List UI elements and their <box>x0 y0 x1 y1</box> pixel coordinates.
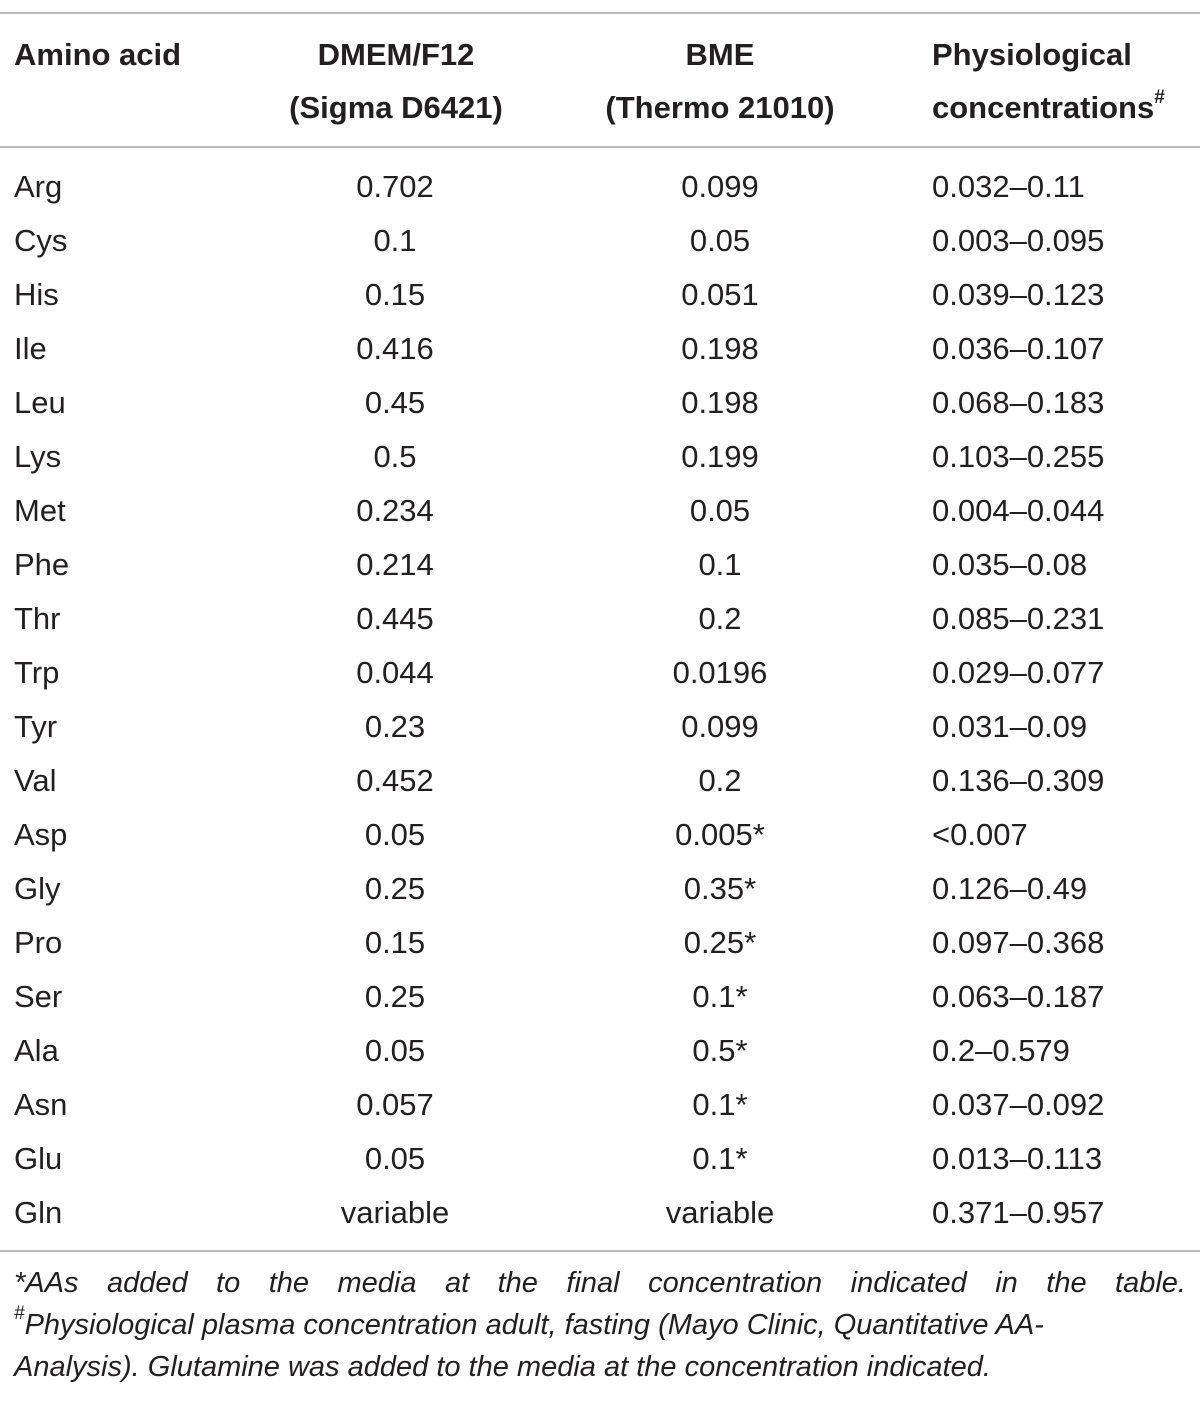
table-row <box>0 1132 1200 1186</box>
amino-acid-cell: Lys <box>14 439 62 474</box>
table-row <box>0 754 1200 808</box>
table-row <box>0 430 1200 484</box>
amino-acid-cell: Ile <box>14 331 47 366</box>
table-row <box>0 808 1200 862</box>
table-row <box>0 592 1200 646</box>
dmem-f12-cell: 0.416 <box>356 331 434 366</box>
physiological-cell: 0.2–0.579 <box>932 1033 1070 1068</box>
table-row <box>0 376 1200 430</box>
dmem-f12-cell: 0.702 <box>356 169 434 204</box>
header-amino-acid: Amino acid <box>14 37 182 72</box>
bme-cell: 0.199 <box>681 439 759 474</box>
physiological-cell: 0.126–0.49 <box>932 871 1088 906</box>
dmem-f12-cell: 0.45 <box>364 385 426 420</box>
physiological-cell: 0.063–0.187 <box>932 979 1105 1014</box>
amino-acid-cell: Pro <box>14 925 63 960</box>
bme-cell: 0.1* <box>692 979 748 1014</box>
physiological-cell: 0.013–0.113 <box>932 1141 1103 1176</box>
bme-cell: 0.099 <box>681 709 759 744</box>
table-row <box>0 214 1200 268</box>
amino-acid-cell: Leu <box>14 385 66 420</box>
bme-cell: 0.051 <box>681 277 759 312</box>
amino-acid-cell: His <box>14 277 59 312</box>
physiological-cell: 0.031–0.09 <box>932 709 1088 744</box>
dmem-f12-cell: 0.452 <box>356 763 434 798</box>
footnote-hash-mark: # <box>14 1303 25 1325</box>
amino-acid-cell: Cys <box>14 223 68 258</box>
table-body <box>0 160 1200 1240</box>
bme-cell: 0.25* <box>683 925 757 960</box>
physiological-cell: 0.032–0.11 <box>932 169 1085 204</box>
dmem-f12-cell: 0.445 <box>356 601 434 636</box>
bme-cell: 0.35* <box>683 871 757 906</box>
amino-acid-cell: Met <box>14 493 66 528</box>
amino-acid-cell: Tyr <box>14 709 58 744</box>
dmem-f12-cell: 0.1 <box>373 223 417 258</box>
bme-cell: variable <box>665 1195 775 1230</box>
bme-cell: 0.005* <box>675 817 765 852</box>
hash-footnote-mark: # <box>1154 86 1165 108</box>
table-row <box>0 484 1200 538</box>
amino-acid-cell: Gly <box>14 871 61 906</box>
physiological-cell: <0.007 <box>932 817 1028 852</box>
bme-cell: 0.099 <box>681 169 759 204</box>
physiological-cell: 0.097–0.368 <box>932 925 1105 960</box>
table-row <box>0 862 1200 916</box>
table-row <box>0 1078 1200 1132</box>
dmem-f12-cell: 0.214 <box>356 547 434 582</box>
physiological-cell: 0.029–0.077 <box>932 655 1105 690</box>
footnote-line-1: *AAs added to the media at the final concentration indicated in the table. <box>14 1267 1186 1299</box>
physiological-cell: 0.003–0.095 <box>932 223 1105 258</box>
amino-acid-cell: Glu <box>14 1141 63 1176</box>
dmem-f12-cell: 0.057 <box>356 1087 434 1122</box>
physiological-cell: 0.035–0.08 <box>932 547 1088 582</box>
table-row <box>0 538 1200 592</box>
table-row <box>0 916 1200 970</box>
amino-acid-cell: Val <box>14 763 57 798</box>
dmem-f12-cell: 0.23 <box>364 709 426 744</box>
amino-acid-cell: Asp <box>14 817 68 852</box>
dmem-f12-cell: variable <box>340 1195 450 1230</box>
physiological-cell: 0.039–0.123 <box>932 277 1105 312</box>
physiological-cell: 0.136–0.309 <box>932 763 1105 798</box>
amino-acid-cell: Phe <box>14 547 70 582</box>
bme-cell: 0.05 <box>689 493 751 528</box>
dmem-f12-cell: 0.234 <box>356 493 434 528</box>
physiological-cell: 0.037–0.092 <box>932 1087 1105 1122</box>
physiological-cell: 0.085–0.231 <box>932 601 1105 636</box>
bme-cell: 0.1 <box>698 547 742 582</box>
header-dmem-f12: DMEM/F12 (Sigma D6421) <box>289 37 503 125</box>
table-bottom-rule <box>0 1250 1200 1252</box>
bme-cell: 0.0196 <box>672 655 768 690</box>
amino-acid-cell: Ala <box>14 1033 59 1068</box>
table-row <box>0 970 1200 1024</box>
header-physiological-concentrations: Physiological concentrations# <box>932 37 1165 125</box>
table-row <box>0 1024 1200 1078</box>
amino-acid-cell: Thr <box>14 601 61 636</box>
table-row <box>0 1186 1200 1240</box>
bme-cell: 0.5* <box>692 1033 748 1068</box>
footnote-line-3: Analysis). Glutamine was added to the media at the concentration indicated. <box>14 1351 991 1383</box>
table-row <box>0 268 1200 322</box>
physiological-cell: 0.036–0.107 <box>932 331 1105 366</box>
amino-acid-cell: Asn <box>14 1087 68 1122</box>
bme-cell: 0.1* <box>692 1087 748 1122</box>
dmem-f12-cell: 0.25 <box>364 871 426 906</box>
dmem-f12-cell: 0.15 <box>364 277 426 312</box>
table-row <box>0 322 1200 376</box>
table-top-rule <box>0 12 1200 14</box>
bme-cell: 0.2 <box>698 601 742 636</box>
physiological-cell: 0.068–0.183 <box>932 385 1105 420</box>
dmem-f12-cell: 0.25 <box>364 979 426 1014</box>
dmem-f12-cell: 0.05 <box>364 1141 426 1176</box>
table-row <box>0 700 1200 754</box>
table-header <box>0 28 1200 138</box>
amino-acid-cell: Trp <box>14 655 60 690</box>
bme-cell: 0.05 <box>689 223 751 258</box>
dmem-f12-cell: 0.15 <box>364 925 426 960</box>
physiological-cell: 0.371–0.957 <box>932 1195 1105 1230</box>
amino-acid-cell: Arg <box>14 169 63 204</box>
physiological-cell: 0.004–0.044 <box>932 493 1105 528</box>
dmem-f12-cell: 0.044 <box>356 655 434 690</box>
bme-cell: 0.198 <box>681 331 759 366</box>
table-row <box>0 646 1200 700</box>
amino-acid-cell: Ser <box>14 979 63 1014</box>
dmem-f12-cell: 0.05 <box>364 817 426 852</box>
table-row <box>0 160 1200 214</box>
amino-acid-cell: Gln <box>14 1195 63 1230</box>
bme-cell: 0.2 <box>698 763 742 798</box>
bme-cell: 0.198 <box>681 385 759 420</box>
physiological-cell: 0.103–0.255 <box>932 439 1105 474</box>
bme-cell: 0.1* <box>692 1141 748 1176</box>
dmem-f12-cell: 0.05 <box>364 1033 426 1068</box>
header-bme: BME (Thermo 21010) <box>605 37 835 125</box>
dmem-f12-cell: 0.5 <box>373 439 417 474</box>
table-header-rule <box>0 146 1200 148</box>
footnote-line-2: #Physiological plasma concentration adult, fasting (Mayo Clinic, Quantitative AA- <box>14 1303 1044 1341</box>
table-footnote <box>14 1262 1186 1388</box>
